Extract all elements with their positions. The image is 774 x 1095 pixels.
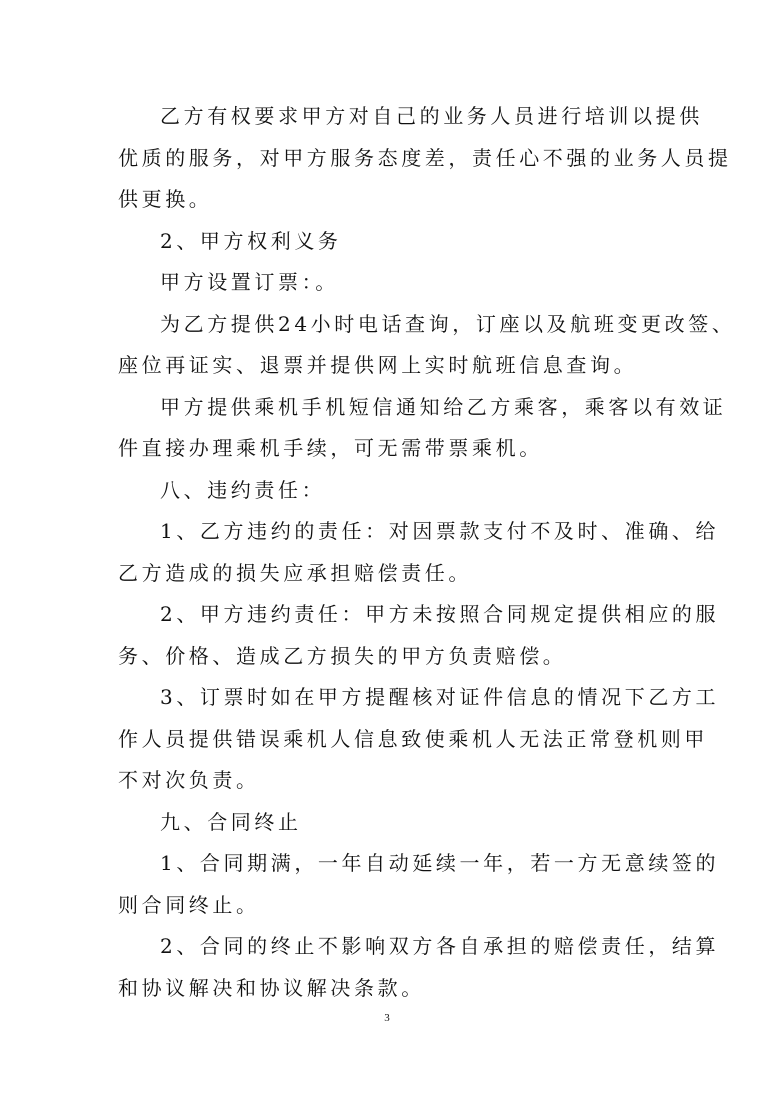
paragraph-line: 件直接办理乘机手续，可无需带票乘机。 [118,436,543,460]
section-heading: 八、违约责任： [160,478,326,502]
paragraph-line: 甲方设置订票：。 [160,270,339,294]
paragraph-line: 甲方提供乘机手机短信通知给乙方乘客，乘客以有效证 [160,395,727,419]
paragraph-line: 不对次负责。 [118,768,260,792]
paragraph-line: 3、订票时如在甲方提醒核对证件信息的情况下乙方工 [160,685,720,709]
section-heading: 2、甲方权利义务 [160,229,342,253]
paragraph-line: 则合同终止。 [118,893,260,917]
paragraph-line: 乙方有权要求甲方对自己的业务人员进行培训以提供 [160,104,703,128]
page-number: 3 [384,1012,390,1024]
paragraph-line: 2、合同的终止不影响双方各自承担的赔偿责任，结算 [160,934,720,958]
paragraph-line: 务、价格、造成乙方损失的甲方负责赔偿。 [118,644,567,668]
paragraph-line: 和协议解决和协议解决条款。 [118,976,425,1000]
paragraph-line: 2、甲方违约责任：甲方未按照合同规定提供相应的服 [160,602,720,626]
paragraph-line: 1、合同期满，一年自动延续一年，若一方无意续签的 [160,851,720,875]
paragraph-line: 座位再证实、退票并提供网上实时航班信息查询。 [118,353,638,377]
paragraph-line: 为乙方提供24小时电话查询，订座以及航班变更改签、 [160,312,736,336]
paragraph-line: 1、乙方违约的责任：对因票款支付不及时、准确、给 [160,519,720,543]
paragraph-line: 作人员提供错误乘机人信息致使乘机人无法正常登机则甲 [118,727,708,751]
paragraph-line: 供更换。 [118,187,213,211]
section-heading: 九、合同终止 [160,810,302,834]
paragraph-line: 乙方造成的损失应承担赔偿责任。 [118,561,472,585]
paragraph-line: 优质的服务，对甲方服务态度差，责任心不强的业务人员提 [118,146,732,170]
